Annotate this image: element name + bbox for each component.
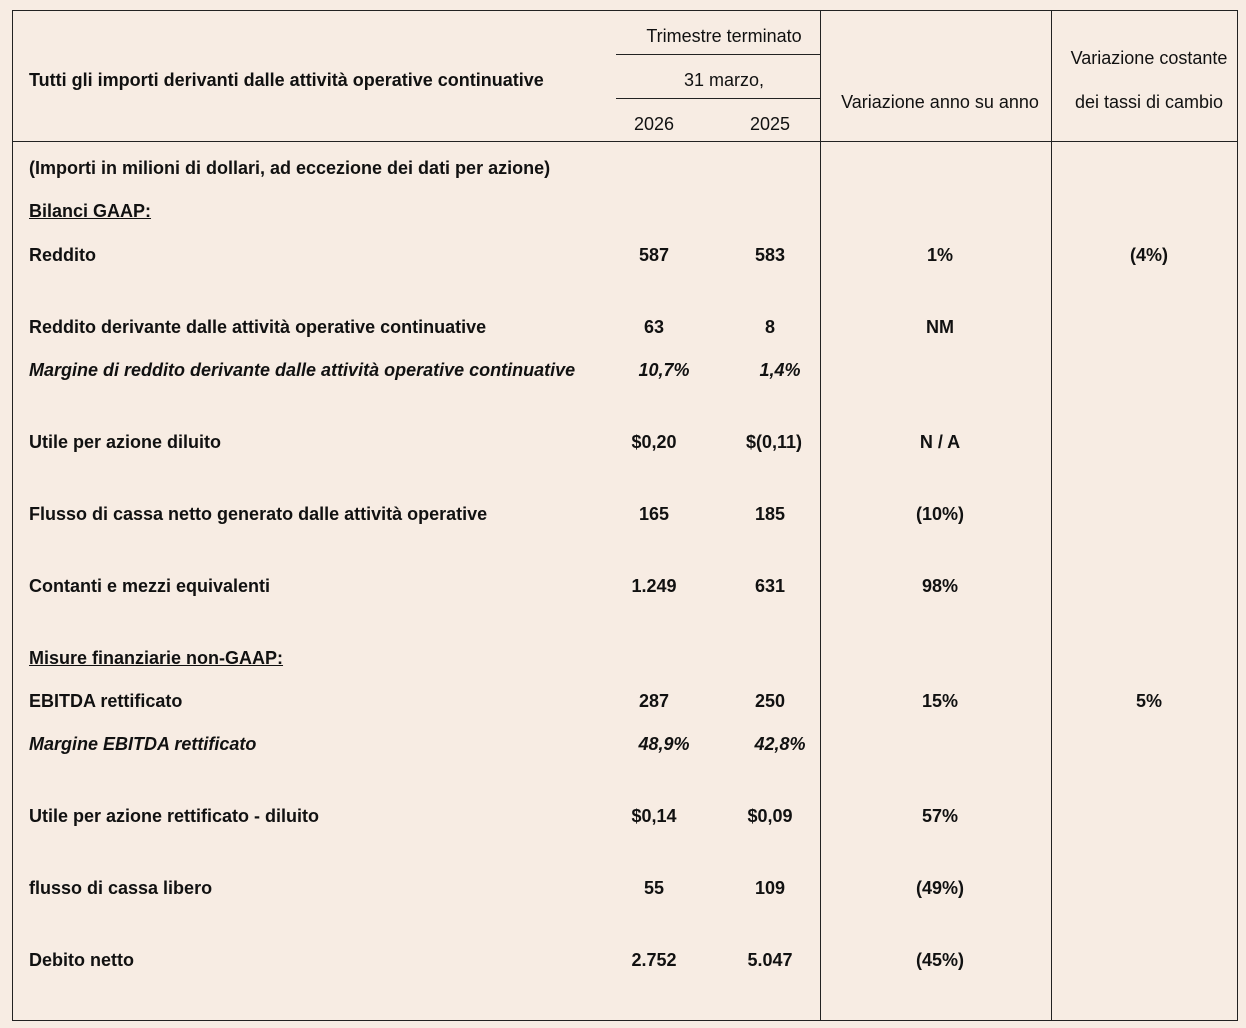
header-period-line2: 31 marzo, — [683, 70, 765, 90]
row-label: Flusso di cassa netto generato dalle attività operative — [29, 504, 488, 524]
value-2025: $(0,11) — [745, 432, 803, 452]
period-underline — [616, 98, 820, 99]
value-2026: 165 — [638, 504, 670, 524]
row-label: flusso di cassa libero — [29, 878, 213, 898]
row-label: Debito netto — [29, 950, 134, 970]
row-label: Utile per azione diluito — [29, 432, 222, 452]
header-cc-line2: dei tassi di cambio — [1074, 92, 1224, 112]
value-2026: 63 — [643, 317, 665, 337]
value-2025: 631 — [754, 576, 786, 596]
row-label: Reddito derivante dalle attività operative continuative — [29, 317, 487, 337]
value-2025: 8 — [764, 317, 776, 337]
value-2026: 48,9% — [638, 734, 690, 754]
value-2025: $0,09 — [747, 806, 793, 826]
value-2026: $0,20 — [631, 432, 677, 452]
section-gaap: Bilanci GAAP: — [29, 201, 152, 221]
value-2025: 42,8% — [754, 734, 806, 754]
header-period-line1: Trimestre terminato — [646, 26, 802, 46]
units-note: (Importi in milioni di dollari, ad eccezione dei dati per azione) — [29, 158, 551, 178]
value-2026: 10,7% — [638, 360, 690, 380]
header-yoy: Variazione anno su anno — [841, 92, 1039, 112]
value-2025: 583 — [754, 245, 786, 265]
value-2025: 109 — [754, 878, 786, 898]
value-cc: 5% — [1135, 691, 1163, 711]
value-yoy: 15% — [921, 691, 959, 711]
value-2026: $0,14 — [631, 806, 677, 826]
value-2026: 287 — [638, 691, 670, 711]
value-2025: 5.047 — [747, 950, 793, 970]
header-year-2025: 2025 — [749, 114, 791, 134]
value-yoy: (10%) — [915, 504, 965, 524]
value-2026: 2.752 — [631, 950, 677, 970]
value-yoy: NM — [926, 317, 954, 337]
value-yoy: 98% — [921, 576, 959, 596]
row-label: Margine EBITDA rettificato — [29, 734, 257, 754]
row-label: Utile per azione rettificato - diluito — [29, 806, 320, 826]
column-divider — [1051, 11, 1052, 1020]
value-2025: 1,4% — [759, 360, 801, 380]
value-2025: 250 — [754, 691, 786, 711]
header-row-label: Tutti gli importi derivanti dalle attività operative continuative — [29, 70, 544, 90]
row-label: Reddito — [29, 245, 96, 265]
period-underline — [616, 54, 820, 55]
header-divider — [13, 141, 1237, 142]
financial-summary-table — [12, 10, 1238, 1021]
value-2026: 587 — [638, 245, 670, 265]
row-label: Margine di reddito derivante dalle attività operative continuative — [29, 360, 576, 380]
value-yoy: N / A — [919, 432, 961, 452]
value-yoy: 1% — [926, 245, 954, 265]
value-yoy: (49%) — [915, 878, 965, 898]
header-cc-line1: Variazione costante — [1070, 48, 1228, 68]
row-label: Contanti e mezzi equivalenti — [29, 576, 271, 596]
value-yoy: (45%) — [915, 950, 965, 970]
value-yoy: 57% — [921, 806, 959, 826]
value-2026: 1.249 — [631, 576, 677, 596]
value-cc: (4%) — [1129, 245, 1169, 265]
row-label: EBITDA rettificato — [29, 691, 183, 711]
value-2026: 55 — [643, 878, 665, 898]
column-divider — [820, 11, 821, 1020]
section-non-gaap: Misure finanziarie non-GAAP: — [29, 648, 284, 668]
value-2025: 185 — [754, 504, 786, 524]
header-year-2026: 2026 — [633, 114, 675, 134]
